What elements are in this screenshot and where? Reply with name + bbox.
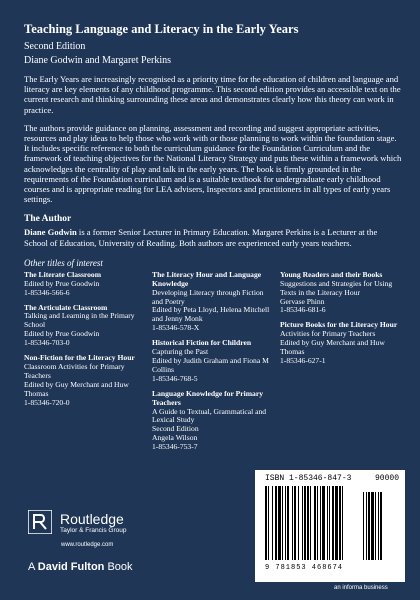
book-entry-line: 1-85346-703-0	[24, 338, 70, 348]
routledge-logo	[28, 510, 126, 534]
barcode-bar	[317, 486, 318, 560]
barcode-bar	[310, 486, 311, 560]
book-entry-line: Edited by Peta Lloyd, Helena Mitchell and Jenny Monk	[152, 305, 270, 324]
book-entry	[152, 390, 270, 452]
price-addon: 90000	[374, 474, 399, 483]
informa-note: an informa business	[334, 585, 388, 591]
book-entry-line: Edited by Guy Merchant and Huw Thomas	[24, 379, 129, 398]
barcode-bar	[292, 486, 293, 560]
book-entry-line: Developing Literacy through Fiction and Poetry	[152, 287, 264, 306]
book-entry-line: 1-85346-578-X	[152, 323, 200, 333]
barcode-bar	[307, 486, 309, 560]
book-entry-line: Edited by Prue Goodwin	[24, 278, 100, 288]
book-entry-line: Capturing the Past	[152, 347, 209, 357]
other-titles-heading: Other titles of interest	[24, 257, 103, 268]
barcode-addon-bar	[368, 492, 370, 560]
book-entry-title: Historical Fiction for Children	[152, 338, 252, 348]
book-entry-title: Language Knowledge for Primary Teachers	[152, 388, 264, 407]
barcode-addon-bar	[371, 492, 374, 560]
barcode-bar	[314, 486, 316, 560]
book-entry-line: Edited by Prue Goodwin	[24, 329, 100, 339]
book-entry-line: 1-85346-627-1	[280, 356, 326, 365]
barcode-bar	[302, 486, 303, 560]
blurb-paragraph-1: The Early Years are increasingly recognised as a priority time for the education of children and language and literacy are key elements of any childhood programme. This second edition provides an accessible text on the current research and thinking surrounding these areas and demonstrates clearly how this theory can work in practice.	[24, 74, 401, 115]
publisher-sub: Taylor & Francis Group	[60, 526, 127, 534]
barcode-bar	[329, 486, 330, 560]
imprint-suffix: Book	[104, 561, 133, 573]
book-entry-title: Non-Fiction for the Literacy Hour	[24, 353, 135, 363]
barcode-bar	[322, 486, 325, 560]
book-entry-line: Edited by Judith Graham and Fiona M Collins	[152, 356, 269, 374]
barcode-addon-bar	[363, 492, 364, 560]
barcode-addon-bar	[380, 492, 382, 560]
book-entry	[24, 354, 142, 407]
barcode-bar	[282, 486, 283, 560]
author-bio-text: is a former Senior Lecturer in Primary Education. Margaret Perkins is a Lecturer at the School of Education, University of Reading. Both authors are experienced early years teachers.	[24, 227, 378, 248]
author-heading: The Author	[24, 214, 72, 225]
book-entry-line: Talking and Learning in the Primary School	[24, 311, 135, 330]
other-titles-columns	[24, 271, 402, 458]
publisher-name: Routledge	[60, 510, 124, 527]
barcode-bar	[342, 486, 343, 560]
barcode-digits: 9 781853 468674	[265, 564, 344, 572]
barcode-bar	[320, 486, 321, 560]
barcode-bar	[278, 486, 281, 560]
barcode-bar	[332, 486, 334, 560]
isbn-text: ISBN 1-85346-847-3	[265, 474, 352, 483]
barcode-bar	[294, 486, 296, 560]
book-entry-line: Edited by Guy Merchant and Huw Thomas	[280, 338, 385, 357]
titles-column	[152, 271, 270, 458]
barcode-addon-bar	[375, 492, 376, 560]
imprint-name: David Fulton	[37, 561, 105, 573]
barcode-bar	[268, 486, 269, 560]
book-entry-line: A Guide to Textual, Grammatical and Lexical Study	[152, 406, 267, 425]
book-entry-line: Classroom Activities for Primary Teachers	[24, 362, 125, 380]
barcode-bars	[263, 486, 395, 560]
book-title: Teaching Language and Literacy in the Early Years	[24, 22, 299, 36]
book-entry-line: Second Edition	[152, 424, 199, 434]
barcode-bar	[335, 486, 338, 560]
barcode-bar	[272, 486, 273, 560]
book-entry-line: Suggestions and Strategies for Using Texts in the Literacy Hour	[280, 278, 393, 297]
book-entry-line: 1-85346-720-0	[24, 397, 70, 407]
book-entry-line: 1-85346-768-5	[152, 373, 198, 383]
titles-column	[24, 271, 142, 458]
book-entry-title: The Literacy Hour and Language Knowledge	[152, 269, 262, 288]
book-entry-line: 1-85346-681-6	[280, 305, 326, 315]
book-entry-line: Angela Wilson	[152, 433, 198, 443]
barcode-panel	[255, 470, 405, 582]
authors: Diane Godwin and Margaret Perkins	[24, 55, 172, 66]
book-entry	[152, 339, 270, 384]
book-entry-line: 1-85346-753-7	[152, 442, 198, 452]
blurb-paragraph-2: The authors provide guidance on planning, assessment and recording and suggest appropriate activities, resources and play ideas to help those who work with or those planning to work within the foundation stage. It includes specific reference to both the curriculum guidance for the Foundation Curriculum and the framework of teaching objectives for the National Literacy Strategy and puts these within a framework which acknowledges the centrality of play and talk in the early years. The book is firmly grounded in the requirements of the Foundation curriculum and is a suitable textbook for undergraduate early childhood courses and is appropriate reading for LEA advisers, Inspectors and practitioners in all types of early years settings.	[24, 122, 402, 205]
routledge-r-icon	[28, 510, 52, 534]
edition: Second Edition	[24, 41, 86, 52]
book-entry-title: The Articulate Classroom	[24, 302, 108, 312]
barcode-bar	[327, 486, 328, 560]
imprint-prefix: A	[28, 561, 38, 573]
barcode-bar	[287, 486, 289, 560]
barcode-bar	[285, 486, 286, 560]
back-cover	[24, 22, 402, 458]
barcode-addon-bar	[366, 492, 367, 560]
author-bio	[24, 227, 402, 247]
book-entry	[152, 271, 270, 333]
author-bio-name: Diane Godwin	[24, 227, 77, 238]
book-entry-title: Picture Books for the Literacy Hour	[280, 320, 398, 330]
barcode-bar	[298, 486, 299, 560]
book-entry	[24, 271, 142, 298]
book-entry	[280, 321, 398, 366]
publisher-url: www.routledge.com	[61, 542, 114, 548]
book-entry	[24, 304, 142, 349]
book-entry-line: Gervase Phinn	[280, 296, 325, 306]
barcode-addon-bar	[378, 492, 379, 560]
titles-column	[280, 271, 398, 458]
book-entry-line: 1-85346-566-6	[24, 287, 70, 297]
barcode-bar	[339, 486, 341, 560]
imprint	[28, 561, 133, 573]
book-entry-title: The Literate Classroom	[24, 269, 102, 279]
book-entry-title: Young Readers and their Books	[280, 269, 383, 279]
book-entry	[280, 271, 398, 316]
barcode-bar	[265, 486, 267, 560]
barcode-bar	[275, 486, 277, 560]
book-entry-line: Activities for Primary Teachers	[280, 329, 376, 339]
barcode-bar	[304, 486, 306, 560]
